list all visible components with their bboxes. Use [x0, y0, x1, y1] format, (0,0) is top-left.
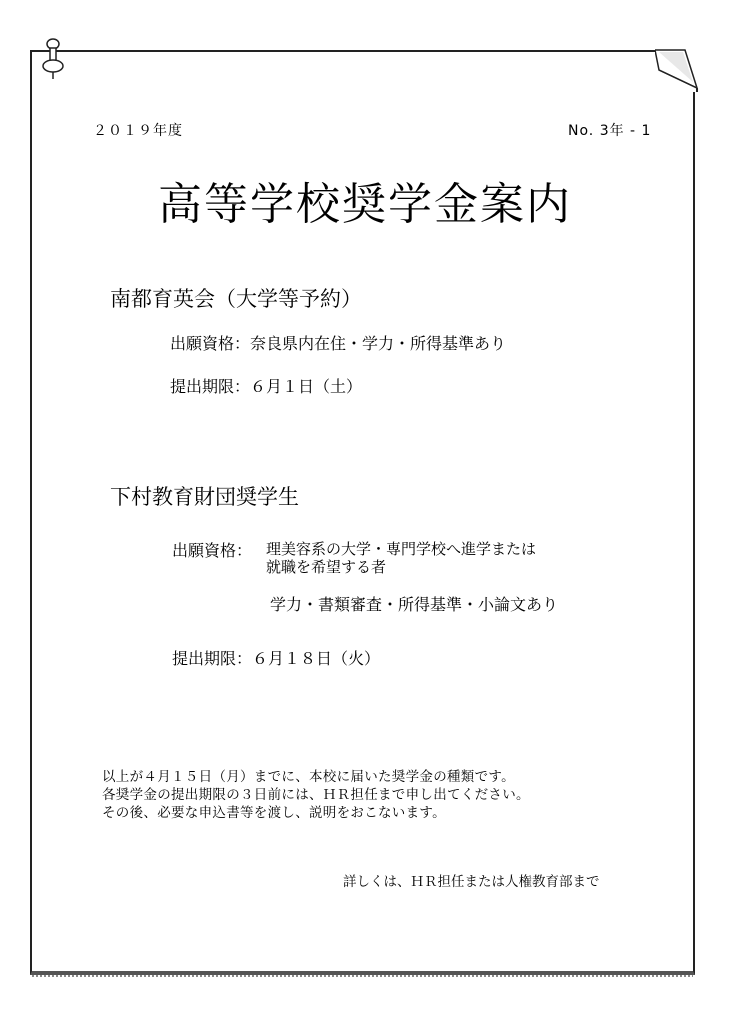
qualification-nanto: 出願資格：奈良県内在住・学力・所得基準あり: [170, 334, 507, 353]
deadline-nanto: 提出期限：６月１日（土）: [170, 377, 363, 396]
qualification-line: 就職を希望する者: [266, 558, 387, 576]
contact-info: 詳しくは、ＨＲ担任または人権教育部まで: [343, 874, 600, 890]
deadline-shimomura: 提出期限：６月１８日（火）: [172, 649, 381, 668]
qualification-line: 学力・書類審査・所得基準・小論文あり: [270, 595, 559, 614]
scholarship-name-nanto: 南都育英会（大学等予約）: [110, 287, 362, 311]
qualification-label-shimomura: 出願資格：: [172, 541, 253, 560]
page-title: 高等学校奨学金案内: [158, 179, 572, 230]
note-line: 各奨学金の提出期限の３日前には、ＨＲ担任まで申し出てください。: [102, 787, 530, 803]
qualification-line: 理美容系の大学・専門学校へ進学または: [266, 540, 537, 558]
document-number: No. 3年 - 1: [568, 123, 652, 139]
scholarship-name-shimomura: 下村教育財団奨学生: [110, 485, 299, 509]
note-line: その後、必要な申込書等を渡し、説明をおこないます。: [102, 805, 446, 821]
pushpin-icon: [40, 36, 66, 80]
folded-corner-icon: [655, 48, 699, 92]
fiscal-year: ２０１９年度: [93, 123, 183, 139]
note-line: 以上が４月１５日（月）までに、本校に届いた奨学金の種類です。: [102, 769, 515, 785]
